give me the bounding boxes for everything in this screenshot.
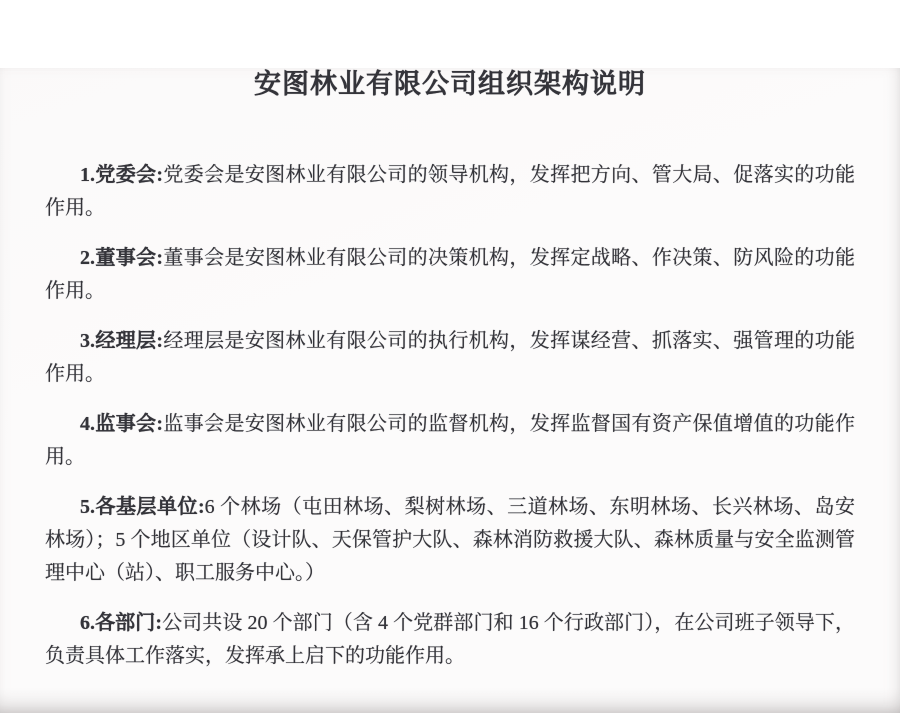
- paragraph-text: 经理层是安图林业有限公司的执行机构，发挥谋经营、抓落实、强管理的功能作用。: [45, 330, 856, 385]
- paragraph-board-of-directors: [45, 242, 855, 308]
- paragraph-label: 6.各部门:: [80, 612, 162, 634]
- paragraph-label: 3.经理层:: [80, 330, 164, 352]
- paragraph-label: 2.董事会:: [80, 247, 164, 269]
- paragraph-text: 董事会是安图林业有限公司的决策机构，发挥定战略、作决策、防风险的功能作用。: [45, 247, 856, 302]
- paragraph-party-committee: [45, 159, 855, 225]
- paragraph-label: 1.党委会:: [80, 164, 164, 186]
- paragraph-text: 监事会是安图林业有限公司的监督机构，发挥监督国有资产保值增值的功能作用。: [45, 413, 856, 468]
- paragraph-management-level: [45, 325, 855, 391]
- paragraph-text: 党委会是安图林业有限公司的领导机构，发挥把方向、管大局、促落实的功能作用。: [45, 164, 856, 219]
- scanned-document-page: [0, 68, 900, 713]
- paragraph-label: 5.各基层单位:: [80, 496, 205, 518]
- document-title: 安图林业有限公司组织架构说明: [254, 69, 646, 99]
- paragraph-departments: [45, 607, 855, 673]
- paragraph-text: 6 个林场（屯田林场、梨树林场、三道林场、东明林场、长兴林场、岛安林场）；5 个地区单位（设计队、天保管护大队、森林消防救援大队、森林质量与安全监测管理中心（站）、职工服务中心。）: [45, 496, 855, 584]
- paragraph-label: 4.监事会:: [80, 413, 164, 435]
- paragraph-text: 公司共设 20 个部门（含 4 个党群部门和 16 个行政部门），在公司班子领导下，负责具体工作落实，发挥承上启下的功能作用。: [45, 612, 856, 667]
- paragraph-supervisory-board: [45, 408, 855, 474]
- paragraph-grassroots-units: [45, 491, 855, 590]
